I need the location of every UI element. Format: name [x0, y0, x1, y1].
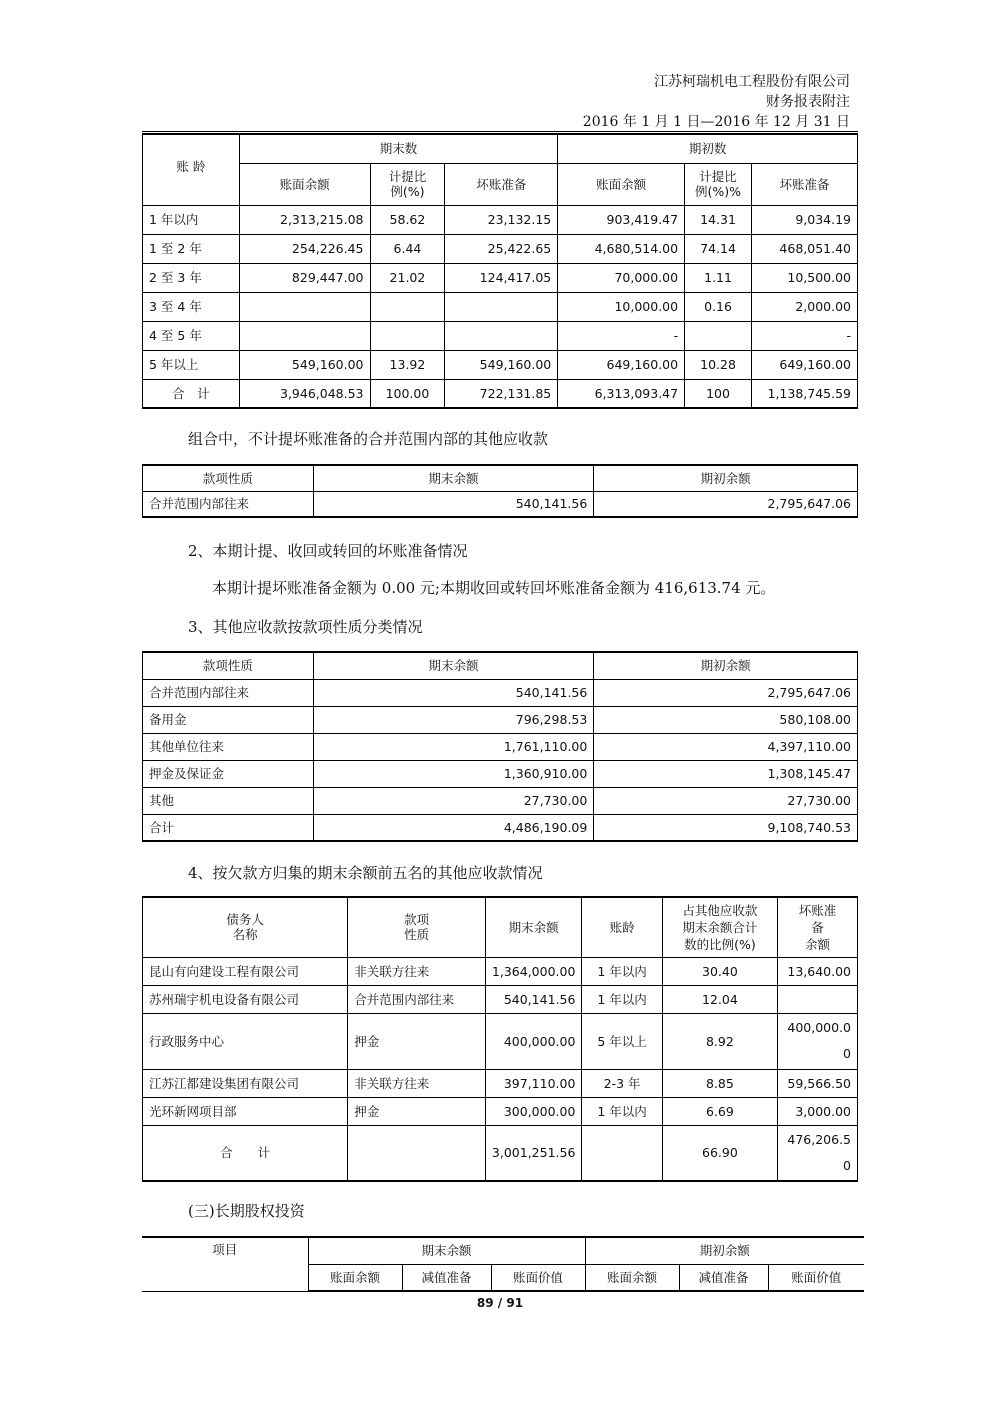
aging-subheader: 账面余额 — [239, 163, 370, 205]
cell: 6.69 — [662, 1097, 777, 1125]
cell: 昆山有向建设工程有限公司 — [143, 957, 348, 985]
cell: 27,730.00 — [594, 787, 858, 814]
row-label: 合 计 — [143, 379, 240, 408]
cell — [348, 1125, 486, 1181]
cell: 8.92 — [662, 1013, 777, 1069]
cell: 4,680,514.00 — [558, 234, 685, 263]
header-rule — [142, 131, 858, 132]
cell: 13.92 — [370, 350, 445, 379]
row-label: 5 年以上 — [143, 350, 240, 379]
top5-header: 账龄 — [582, 897, 662, 957]
table-row — [143, 957, 858, 985]
cell — [370, 292, 445, 321]
cell — [445, 321, 558, 350]
top5-header: 期末余额 — [485, 897, 582, 957]
cell: 540,141.56 — [313, 491, 594, 517]
equity-subheader: 减值准备 — [679, 1264, 768, 1291]
cell — [685, 321, 752, 350]
cell: 江苏江都建设集团有限公司 — [143, 1069, 348, 1097]
table-row — [143, 234, 858, 263]
cell: 备用金 — [143, 706, 314, 733]
cell: 540,141.56 — [313, 679, 594, 706]
cell: 8.85 — [662, 1069, 777, 1097]
cell: 468,051.40 — [752, 234, 858, 263]
equity-subheader: 减值准备 — [402, 1264, 491, 1291]
report-period: 2016 年 1 月 1 日—2016 年 12 月 31 日 — [582, 114, 850, 130]
section3-title: 3、其他应收款按款项性质分类情况 — [188, 618, 423, 636]
cell: 59,566.50 — [778, 1069, 858, 1097]
table-row — [143, 760, 858, 787]
cell: 2,313,215.08 — [239, 205, 370, 234]
cell: 722,131.85 — [445, 379, 558, 408]
cell: 3,001,251.56 — [485, 1125, 582, 1181]
cell: 6,313,093.47 — [558, 379, 685, 408]
cell: 30.40 — [662, 957, 777, 985]
cell: 1 年以内 — [582, 985, 662, 1013]
combo-heading: 组合中，不计提坏账准备的合并范围内部的其他应收款 — [188, 430, 549, 448]
table-row — [143, 491, 858, 517]
cell: 押金 — [348, 1097, 486, 1125]
table-row — [143, 733, 858, 760]
combo-header: 期末余额 — [313, 465, 594, 491]
aging-col-header: 账 龄 — [143, 134, 240, 205]
cell: 其他单位往来 — [143, 733, 314, 760]
equity-subheader: 账面余额 — [585, 1264, 679, 1291]
cell: 12.04 — [662, 985, 777, 1013]
aging-subheader: 坏账准备 — [752, 163, 858, 205]
top5-header: 款项 性质 — [348, 897, 486, 957]
combo-header: 款项性质 — [143, 465, 314, 491]
cell: 4,397,110.00 — [594, 733, 858, 760]
cell: 押金 — [348, 1013, 486, 1069]
cell: 254,226.45 — [239, 234, 370, 263]
cell: 549,160.00 — [445, 350, 558, 379]
table-row — [143, 679, 858, 706]
cell: 549,160.00 — [239, 350, 370, 379]
table-row-total — [143, 379, 858, 408]
table-row-total — [143, 814, 858, 841]
cell: 合并范围内部往来 — [143, 679, 314, 706]
top5-table — [142, 896, 858, 1182]
cell: 124,417.05 — [445, 263, 558, 292]
top5-header: 占其他应收款 期末余额合计 数的比例(%) — [662, 897, 777, 957]
cell: 2-3 年 — [582, 1069, 662, 1097]
cell: 74.14 — [685, 234, 752, 263]
table-row — [143, 205, 858, 234]
cell: 5 年以上 — [582, 1013, 662, 1069]
cell: 9,108,740.53 — [594, 814, 858, 841]
equity-item-header: 项目 — [142, 1237, 308, 1291]
cell: 2,000.00 — [752, 292, 858, 321]
table-row-total — [143, 1125, 858, 1181]
cell: 25,422.65 — [445, 234, 558, 263]
cell: 100 — [685, 379, 752, 408]
aging-subheader: 坏账准备 — [445, 163, 558, 205]
table-row — [143, 1013, 858, 1069]
equity-table — [142, 1236, 864, 1292]
row-label: 1 年以内 — [143, 205, 240, 234]
cell: 100.00 — [370, 379, 445, 408]
table-row — [143, 1069, 858, 1097]
cell: 649,160.00 — [558, 350, 685, 379]
cell: 2,795,647.06 — [594, 491, 858, 517]
cell: 829,447.00 — [239, 263, 370, 292]
cell: 苏州瑞宇机电设备有限公司 — [143, 985, 348, 1013]
cell — [239, 292, 370, 321]
cell: 合 计 — [143, 1125, 348, 1181]
cell — [582, 1125, 662, 1181]
company-name: 江苏柯瑞机电工程股份有限公司 — [654, 74, 850, 90]
cell: 合计 — [143, 814, 314, 841]
aging-group-begin: 期初数 — [558, 134, 858, 163]
cell: 397,110.00 — [485, 1069, 582, 1097]
row-label: 2 至 3 年 — [143, 263, 240, 292]
cell: 58.62 — [370, 205, 445, 234]
row-label: 1 至 2 年 — [143, 234, 240, 263]
cell: 非关联方往来 — [348, 1069, 486, 1097]
cell: 27,730.00 — [313, 787, 594, 814]
cell: 1 年以内 — [582, 1097, 662, 1125]
aging-subheader: 计提比 例(%)% — [685, 163, 752, 205]
table-row — [143, 350, 858, 379]
top5-header: 坏账准 备 余额 — [778, 897, 858, 957]
cell: 23,132.15 — [445, 205, 558, 234]
cell: 540,141.56 — [485, 985, 582, 1013]
cell — [445, 292, 558, 321]
cell: 476,206.5 0 — [778, 1125, 858, 1181]
table-row — [143, 321, 858, 350]
cell: 6.44 — [370, 234, 445, 263]
combo-table — [142, 464, 858, 518]
cell: 0.16 — [685, 292, 752, 321]
table-row — [143, 292, 858, 321]
aging-subheader: 计提比 例(%) — [370, 163, 445, 205]
cell: 21.02 — [370, 263, 445, 292]
cell: 押金及保证金 — [143, 760, 314, 787]
cell: 400,000.00 — [485, 1013, 582, 1069]
cell — [239, 321, 370, 350]
cell: 796,298.53 — [313, 706, 594, 733]
cell: 行政服务中心 — [143, 1013, 348, 1069]
table-row — [143, 787, 858, 814]
row-label: 4 至 5 年 — [143, 321, 240, 350]
cell: 70,000.00 — [558, 263, 685, 292]
cell: 14.31 — [685, 205, 752, 234]
cell: 1,308,145.47 — [594, 760, 858, 787]
row-label: 3 至 4 年 — [143, 292, 240, 321]
cell — [778, 985, 858, 1013]
section4-title: 4、按欠款方归集的期末余额前五名的其他应收款情况 — [188, 864, 543, 882]
doc-title: 财务报表附注 — [766, 94, 850, 110]
cell: 3,946,048.53 — [239, 379, 370, 408]
cell: 3,000.00 — [778, 1097, 858, 1125]
cell: 1,138,745.59 — [752, 379, 858, 408]
cell: - — [558, 321, 685, 350]
cell: 1,761,110.00 — [313, 733, 594, 760]
cell: 10,500.00 — [752, 263, 858, 292]
table-row — [143, 706, 858, 733]
cell — [370, 321, 445, 350]
top5-header: 债务人 名称 — [143, 897, 348, 957]
cell: 1 年以内 — [582, 957, 662, 985]
cell: 2,795,647.06 — [594, 679, 858, 706]
table-row — [143, 263, 858, 292]
nature-table — [142, 651, 858, 842]
cell: 300,000.00 — [485, 1097, 582, 1125]
nature-header: 期末余额 — [313, 652, 594, 679]
cell: 光环新网项目部 — [143, 1097, 348, 1125]
cell: 1,360,910.00 — [313, 760, 594, 787]
equity-group-end: 期末余额 — [308, 1237, 585, 1264]
cell: 10.28 — [685, 350, 752, 379]
aging-subheader: 账面余额 — [558, 163, 685, 205]
equity-subheader: 账面价值 — [768, 1264, 864, 1291]
equity-subheader: 账面余额 — [308, 1264, 402, 1291]
nature-header: 款项性质 — [143, 652, 314, 679]
table-row — [143, 985, 858, 1013]
cell: 9,034.19 — [752, 205, 858, 234]
section2-title: 2、本期计提、收回或转回的坏账准备情况 — [188, 542, 468, 560]
cell: 非关联方往来 — [348, 957, 486, 985]
cell: 合并范围内部往来 — [143, 491, 314, 517]
cell: 其他 — [143, 787, 314, 814]
section5-title: (三)长期股权投资 — [188, 1202, 305, 1220]
cell: 1.11 — [685, 263, 752, 292]
cell: 400,000.0 0 — [778, 1013, 858, 1069]
cell: 580,108.00 — [594, 706, 858, 733]
combo-header: 期初余额 — [594, 465, 858, 491]
page-number: 89 / 91 — [476, 1296, 524, 1310]
cell: - — [752, 321, 858, 350]
cell: 10,000.00 — [558, 292, 685, 321]
aging-group-end: 期末数 — [239, 134, 558, 163]
equity-subheader: 账面价值 — [491, 1264, 585, 1291]
cell: 合并范围内部往来 — [348, 985, 486, 1013]
nature-header: 期初余额 — [594, 652, 858, 679]
cell: 903,419.47 — [558, 205, 685, 234]
cell: 649,160.00 — [752, 350, 858, 379]
cell: 4,486,190.09 — [313, 814, 594, 841]
table-row — [143, 1097, 858, 1125]
section2-text: 本期计提坏账准备金额为 0.00 元;本期收回或转回坏账准备金额为 416,613.74 元。 — [212, 579, 776, 597]
cell: 66.90 — [662, 1125, 777, 1181]
cell: 13,640.00 — [778, 957, 858, 985]
cell: 1,364,000.00 — [485, 957, 582, 985]
aging-table — [142, 133, 858, 409]
equity-group-begin: 期初余额 — [585, 1237, 864, 1264]
